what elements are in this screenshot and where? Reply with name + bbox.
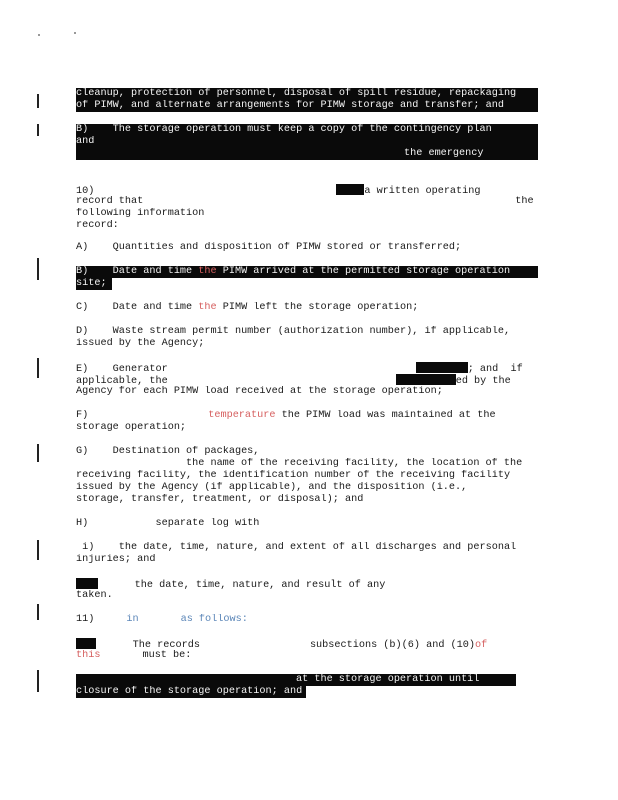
text-line: [76, 674, 516, 686]
text-line: [76, 410, 538, 422]
line-fragment: the name of the receiving facility, the location of the: [186, 458, 523, 469]
text-line: [76, 614, 538, 626]
revision-bar: [37, 444, 39, 462]
revision-bar: [37, 604, 39, 620]
redaction-block: [76, 638, 96, 649]
text-line: record:: [76, 220, 119, 231]
text-line: B) The storage operation must keep a copy of the contingency plan: [76, 124, 538, 136]
redaction-block: [336, 184, 364, 195]
text-line: taken.: [76, 590, 113, 601]
text-line: [76, 196, 538, 208]
text-line: [76, 136, 538, 148]
line-fragment: in: [126, 614, 139, 625]
revision-bar: [37, 540, 39, 560]
text-line: [76, 208, 538, 220]
line-fragment: and: [76, 136, 95, 147]
text-line: issued by the Agency (if applicable), and the disposition (i.e.,: [76, 482, 468, 493]
text-line: receiving facility, the identification number of the receiving facility: [76, 470, 511, 481]
line-fragment: E) Generator: [76, 364, 168, 375]
line-fragment: at the storage operation until: [296, 674, 480, 685]
text-line: of PIMW, and alternate arrangements for PIMW storage and transfer; and: [76, 100, 538, 112]
line-fragment: 11): [76, 614, 95, 625]
revision-bar: [37, 358, 39, 378]
scan-speck: [38, 34, 40, 36]
text-line: [76, 302, 538, 314]
line-fragment: PIMW arrived at the permitted storage operation: [216, 266, 511, 277]
text-line: [76, 148, 538, 160]
text-line: storage operation;: [76, 422, 187, 433]
line-fragment: the PIMW load was maintained at the: [275, 410, 496, 421]
scan-speck: [74, 32, 76, 34]
text-line: i) the date, time, nature, and extent of all discharges and personal: [76, 542, 517, 553]
redaction-block: [416, 362, 468, 373]
text-line: issued by the Agency;: [76, 338, 205, 349]
line-fragment: of: [475, 640, 488, 651]
text-line: closure of the storage operation; and: [76, 686, 306, 698]
line-fragment: the emergency: [404, 148, 484, 159]
line-fragment: C) Date and time: [76, 302, 199, 313]
text-line: G) Destination of packages,: [76, 446, 260, 457]
line-fragment: the: [515, 196, 534, 207]
text-line: site;: [76, 278, 112, 290]
line-fragment: 10): [76, 186, 95, 197]
line-fragment: the: [198, 302, 217, 313]
line-fragment: the: [198, 266, 217, 277]
line-fragment: ; and if: [467, 364, 523, 375]
line-fragment: subsections (b)(6) and (10): [309, 640, 476, 651]
redaction-block: [396, 374, 456, 385]
text-line: H) separate log with: [76, 518, 260, 529]
text-line: [76, 458, 538, 470]
text-line: [76, 266, 538, 278]
line-fragment: record that: [76, 196, 144, 207]
revision-bar: [37, 670, 39, 692]
line-fragment: PIMW left the storage operation;: [216, 302, 419, 313]
text-line: Agency for each PIMW load received at the storage operation;: [76, 386, 443, 397]
line-fragment: ed by the: [455, 376, 511, 387]
line-fragment: must be:: [142, 650, 192, 661]
line-fragment: a written operating: [364, 186, 481, 197]
line-fragment: this: [76, 650, 101, 661]
line-fragment: following information: [76, 208, 205, 219]
line-fragment: as follows:: [180, 614, 248, 625]
line-fragment: the date, time, nature, and result of any: [98, 580, 386, 591]
line-fragment: temperature: [208, 410, 276, 421]
text-line: storage, transfer, treatment, or disposal); and: [76, 494, 364, 505]
text-line: [76, 650, 538, 662]
line-fragment: The records: [96, 640, 200, 651]
redaction-block: [76, 578, 98, 589]
line-fragment: F): [76, 410, 89, 421]
line-fragment: applicable, the: [76, 376, 168, 387]
text-line: A) Quantities and disposition of PIMW stored or transferred;: [76, 242, 462, 253]
revision-bar: [37, 94, 39, 108]
revision-bar: [37, 124, 39, 136]
text-line: D) Waste stream permit number (authorization number), if applicable,: [76, 326, 511, 337]
line-fragment: B) Date and time: [76, 266, 199, 277]
text-line: cleanup, protection of personnel, disposal of spill residue, repackaging: [76, 88, 538, 100]
text-line: injuries; and: [76, 554, 156, 565]
revision-bar: [37, 258, 39, 280]
